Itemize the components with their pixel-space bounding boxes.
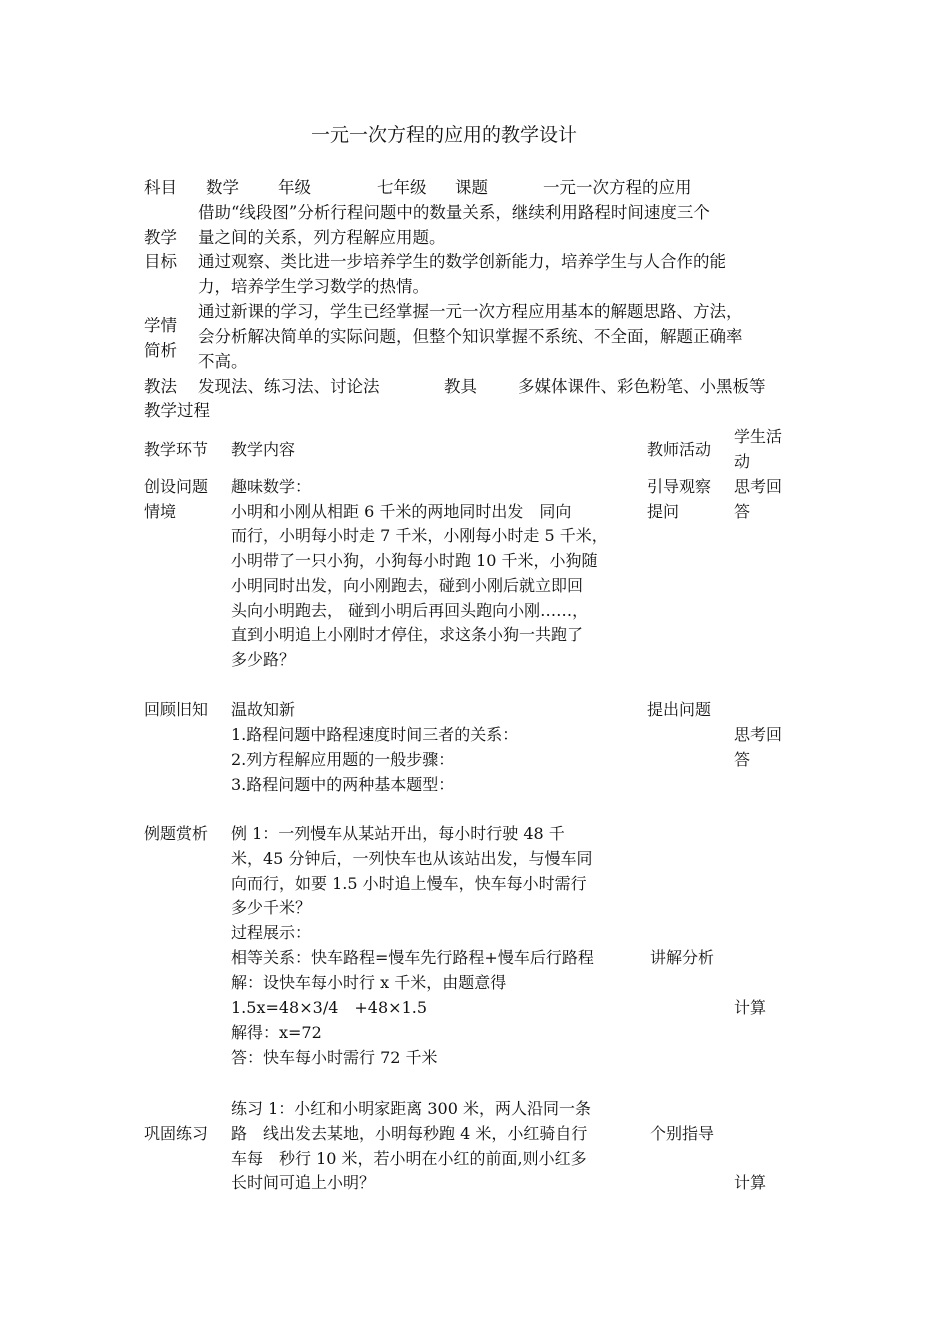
- tools-label: 教具: [444, 377, 477, 396]
- intro-stage-1: 创设问题: [144, 477, 209, 496]
- header-stage: 教学环节: [144, 440, 209, 459]
- header-teacher: 教师活动: [647, 440, 712, 459]
- intro-content-line: 头向小明跑去， 碰到小明后再回头跑向小刚……，: [231, 601, 589, 620]
- review-teacher: 提出问题: [647, 700, 712, 719]
- practice-stage: 巩固练习: [144, 1124, 209, 1143]
- intro-teacher-1: 引导观察: [647, 477, 712, 496]
- example-teacher: 讲解分析: [650, 948, 715, 967]
- methods-label: 教法: [144, 377, 177, 396]
- practice-content-line: 练习 1：小红和小明家距离 300 米，两人沿同一条: [231, 1099, 591, 1118]
- intro-content-line: 小明和小刚从相距 6 千米的两地同时出发 同向: [231, 502, 572, 521]
- page-title: 一元一次方程的应用的教学设计: [311, 124, 578, 146]
- intro-content-line: 小明带了一只小狗，小狗每小时跑 10 千米，小狗随: [231, 551, 598, 570]
- analysis-line: 不高。: [198, 352, 248, 371]
- topic-label: 课题: [455, 178, 488, 197]
- practice-content-line: 路 线出发去某地，小明每秒跑 4 米，小红骑自行: [231, 1124, 588, 1143]
- subject-label: 科目: [144, 178, 177, 197]
- review-student-2: 答: [734, 750, 751, 769]
- example-content-line: 例 1：一列慢车从某站开出，每小时行驶 48 千: [231, 824, 565, 843]
- intro-student-1: 思考回: [734, 477, 783, 496]
- analysis-label-2: 简析: [144, 341, 177, 360]
- intro-content-line: 而行，小明每小时走 7 千米，小刚每小时走 5 千米，: [231, 526, 608, 545]
- analysis-line: 会分析解决简单的实际问题，但整个知识掌握不系统、不全面，解题正确率: [198, 327, 743, 346]
- topic-value: 一元一次方程的应用: [543, 178, 692, 197]
- tools-value: 多媒体课件、彩色粉笔、小黑板等: [518, 377, 766, 396]
- review-content-line: 温故知新: [231, 700, 296, 719]
- review-content-line: 1.路程问题中路程速度时间三者的关系：: [231, 725, 519, 744]
- practice-content-line: 车每 秒行 10 米，若小明在小红的前面,则小红多: [231, 1149, 587, 1168]
- example-content-line: 解得：x=72: [231, 1023, 322, 1042]
- grade-value: 七年级: [377, 178, 427, 197]
- example-content-line: 1.5x=48×3/4 +48×1.5: [231, 998, 428, 1017]
- practice-teacher: 个别指导: [650, 1124, 715, 1143]
- example-content-line: 多少千米？: [231, 898, 312, 917]
- grade-label: 年级: [278, 178, 311, 197]
- analysis-label-1: 学情: [144, 316, 177, 335]
- goals-line: 通过观察、类比进一步培养学生的数学创新能力，培养学生与人合作的能: [198, 252, 726, 271]
- practice-content-line: 长时间可追上小明？: [231, 1173, 376, 1192]
- review-student-1: 思考回: [734, 725, 783, 744]
- example-content-line: 向而行，如要 1.5 小时追上慢车，快车每小时需行: [231, 874, 587, 893]
- intro-content-line: 趣味数学：: [231, 477, 312, 496]
- example-student: 计算: [734, 998, 767, 1017]
- header-student-2: 动: [734, 452, 751, 471]
- example-content-line: 答：快车每小时需行 72 千米: [231, 1048, 438, 1067]
- goals-label-1: 教学: [144, 228, 177, 247]
- goals-line: 力，培养学生学习数学的热情。: [198, 277, 429, 296]
- intro-teacher-2: 提问: [647, 502, 680, 521]
- practice-student: 计算: [734, 1173, 767, 1192]
- goals-line: 借助“线段图”分析行程问题中的数量关系，继续利用路程时间速度三个: [198, 203, 710, 222]
- example-content-line: 米，45 分钟后，一列快车也从该站出发，与慢车同: [231, 849, 593, 868]
- process-label: 教学过程: [144, 401, 210, 420]
- intro-content-line: 多少路？: [231, 650, 296, 669]
- intro-content-line: 直到小明追上小刚时才停住，求这条小狗一共跑了: [231, 625, 584, 644]
- goals-line: 量之间的关系，列方程解应用题。: [198, 228, 446, 247]
- header-content: 教学内容: [231, 440, 296, 459]
- review-stage: 回顾旧知: [144, 700, 209, 719]
- example-content-line: 相等关系：快车路程=慢车先行路程+慢车后行路程: [231, 948, 594, 967]
- example-content-line: 解：设快车每小时行 x 千米，由题意得: [231, 973, 507, 992]
- header-student-1: 学生活: [734, 427, 783, 446]
- methods-value: 发现法、练习法、讨论法: [198, 377, 380, 396]
- review-content-line: 2.列方程解应用题的一般步骤：: [231, 750, 455, 769]
- intro-stage-2: 情境: [144, 502, 177, 521]
- analysis-line: 通过新课的学习，学生已经掌握一元一次方程应用基本的解题思路、方法，: [198, 302, 743, 321]
- example-content-line: 过程展示：: [231, 923, 312, 942]
- intro-student-2: 答: [734, 502, 751, 521]
- review-content-line: 3.路程问题中的两种基本题型：: [231, 775, 455, 794]
- intro-content-line: 小明同时出发，向小刚跑去，碰到小刚后就立即回: [231, 576, 584, 595]
- example-stage: 例题赏析: [144, 824, 209, 843]
- goals-label-2: 目标: [144, 252, 177, 271]
- subject-value: 数学: [206, 178, 239, 197]
